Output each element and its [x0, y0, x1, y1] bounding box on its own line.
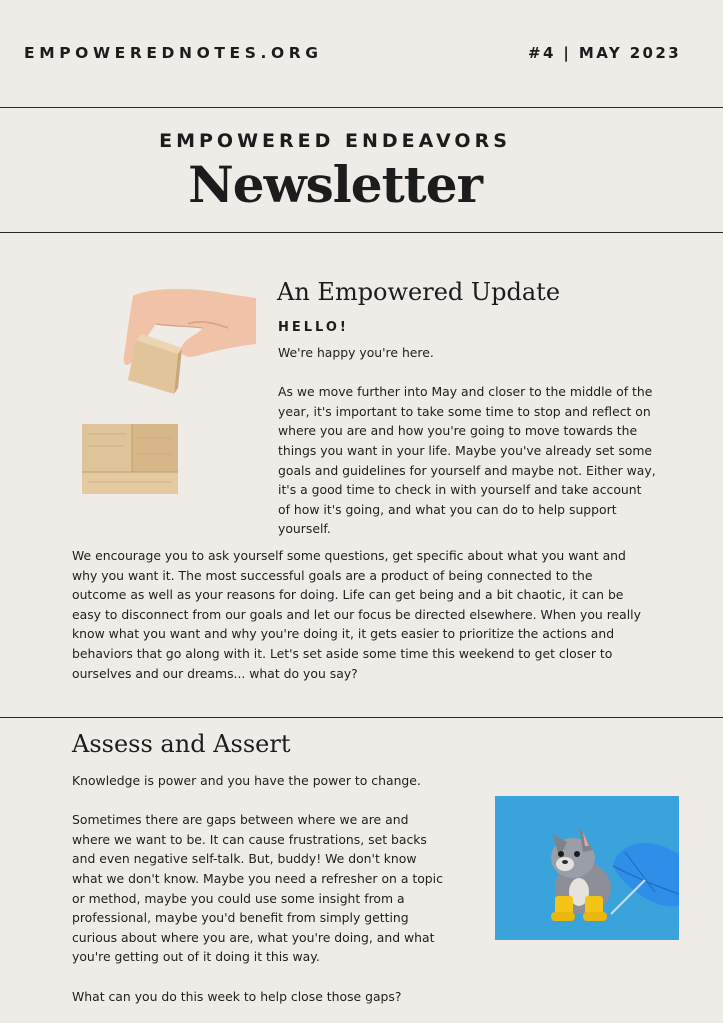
body-line: you're getting out of it doing it this way. [72, 949, 320, 965]
intro-text: Knowledge is power and you have the power to change. [72, 773, 421, 788]
masthead-kicker: EMPOWERED ENDEAVORS [159, 130, 511, 152]
body-line: behaviors that go along with it. Let's set aside some time this weekend to get closer to [72, 645, 613, 661]
section-paragraph [72, 546, 702, 683]
masthead-title: Newsletter [188, 155, 482, 214]
closing-question: What can you do this week to help close those gaps? [72, 988, 402, 1004]
body-line: outcome as well as your reasons for doing. Life can get being and a bit chaotic, it can be [72, 587, 624, 603]
body-line: goals and guidelines for yourself and maybe not. Either way, [278, 462, 656, 478]
body-line: yourself. [278, 521, 331, 537]
body-line: or method, maybe you could use some insight from a [72, 890, 405, 906]
section-heading: An Empowered Update [277, 278, 561, 306]
body-line: curious about where you are, what you're doing, and what [72, 929, 435, 945]
body-line: professional, maybe you'd benefit from simply getting [72, 910, 409, 926]
body-line: know what you want and why you're doing it, it gets easier to prioritize the actions and [72, 626, 615, 642]
puppy-with-yellow-boots-and-umbrella-icon [495, 796, 679, 940]
divider [0, 717, 723, 718]
hand-placing-wooden-block-icon [78, 284, 258, 499]
body-line: Sometimes there are gaps between where we are and [72, 812, 409, 828]
body-line: of how it's going, and what you can do to help support [278, 501, 617, 517]
divider [0, 107, 723, 108]
body-line: things you want in your life. Maybe you've already set some [278, 442, 653, 458]
body-line: it's a good time to check in with yourself and take account [278, 482, 642, 498]
divider [0, 232, 723, 233]
body-line: why you want it. The most successful goals are a product of being connected to the [72, 567, 593, 583]
section-eyebrow: HELLO! [278, 320, 349, 335]
body-line: As we move further into May and closer to the middle of the [278, 384, 653, 400]
section-intro [278, 343, 698, 539]
body-line: where we want to be. It can cause frustrations, set backs [72, 831, 427, 847]
body-line: and even negative self-talk. But, buddy! We don't know [72, 851, 417, 867]
section-body [72, 771, 482, 1006]
body-line: easy to disconnect from our goals and let our focus be directed elsewhere. When you really [72, 606, 641, 622]
greeting-text: We're happy you're here. [278, 345, 434, 360]
site-name[interactable]: EMPOWEREDNOTES.ORG [24, 44, 323, 62]
body-line: what we don't know. Maybe you need a refresher on a topic [72, 870, 443, 886]
body-line: year, it's important to take some time to stop and reflect on [278, 403, 651, 419]
issue-info: #4 | MAY 2023 [528, 44, 682, 62]
body-line: We encourage you to ask yourself some questions, get specific about what you want and [72, 548, 626, 563]
section-heading: Assess and Assert [72, 730, 291, 758]
body-line: where you are and how you're going to move towards the [278, 423, 638, 439]
body-line: ourselves and our dreams... what do you say? [72, 665, 358, 681]
